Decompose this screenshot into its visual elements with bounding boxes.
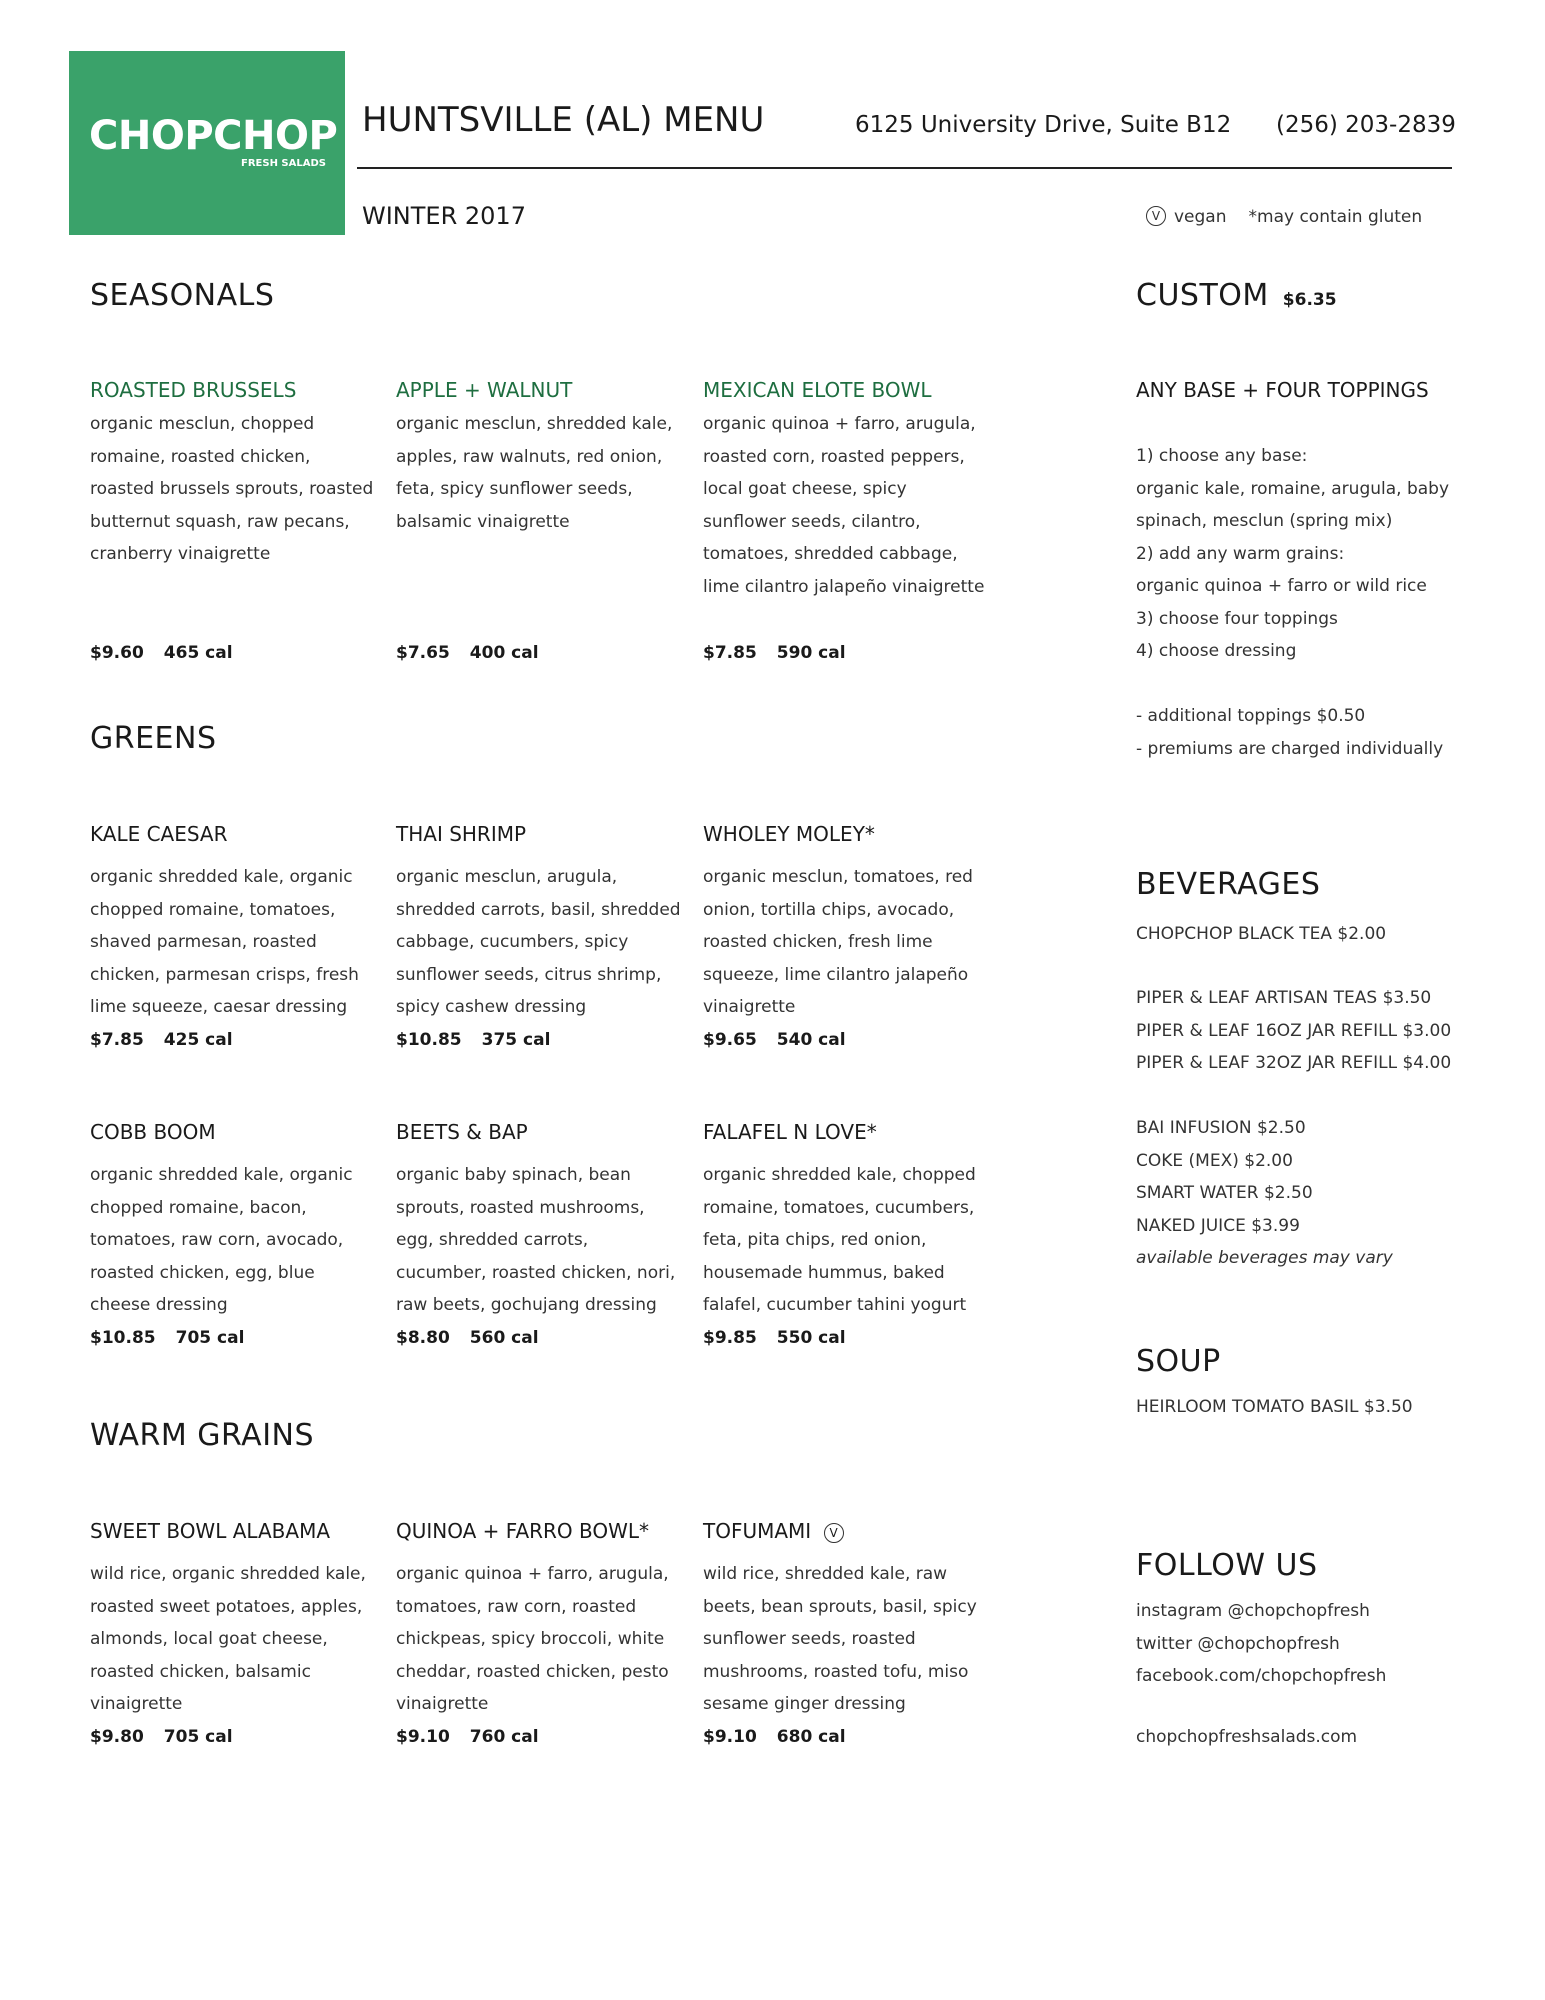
item-calories: 705 cal — [163, 1727, 233, 1747]
item-description: organic mesclun, tomatoes, red onion, tortilla chips, avocado, roasted chicken, fresh lime squeeze, lime cilantro jalapeño vinaigrette — [703, 867, 973, 1017]
item-name: WHOLEY MOLEY* — [703, 822, 875, 846]
item-name: QUINOA + FARRO BOWL* — [396, 1519, 650, 1543]
item-price-row — [90, 1328, 244, 1348]
custom-step: 1) choose any base: — [1136, 446, 1308, 466]
item-description: organic shredded kale, organic chopped romaine, tomatoes, shaved parmesan, roasted chicken, parmesan crisps, fresh lime squeeze, caesar dressing — [90, 867, 359, 1017]
facebook-link[interactable]: facebook.com/chopchopfresh — [1136, 1666, 1387, 1686]
item-calories: 550 cal — [776, 1328, 846, 1348]
custom-price: $6.35 — [1282, 290, 1337, 310]
item-calories: 590 cal — [776, 643, 846, 663]
item-name-row — [703, 1519, 852, 1543]
vegan-icon: V — [824, 1523, 844, 1543]
item-calories: 540 cal — [776, 1030, 846, 1050]
item-price: $9.80 — [90, 1727, 144, 1747]
custom-step: 4) choose dressing — [1136, 641, 1297, 661]
item-name: FALAFEL N LOVE* — [703, 1120, 877, 1144]
brand-logo — [69, 51, 345, 235]
legend-vegan: vegan — [1174, 207, 1227, 227]
store-address: 6125 University Drive, Suite B12 — [855, 112, 1232, 138]
item-price: $8.80 — [396, 1328, 450, 1348]
section-title-soup: SOUP — [1136, 1344, 1221, 1379]
beverage-item: CHOPCHOP BLACK TEA $2.00 — [1136, 924, 1387, 944]
website-link[interactable]: chopchopfreshsalads.com — [1136, 1727, 1358, 1747]
section-title-custom: CUSTOM — [1136, 278, 1269, 313]
instagram-link[interactable]: instagram @chopchopfresh — [1136, 1601, 1370, 1621]
beverage-item: COKE (MEX) $2.00 — [1136, 1150, 1293, 1171]
item-description: wild rice, organic shredded kale, roasted sweet potatoes, apples, almonds, local goat cheese, roasted chicken, balsamic vinaigrette — [90, 1564, 366, 1714]
item-price-row — [90, 1030, 233, 1050]
item-price-row — [396, 1727, 539, 1747]
item-price-row — [396, 643, 539, 663]
item-name: SWEET BOWL ALABAMA — [90, 1519, 331, 1543]
social-links — [1136, 1595, 1386, 1693]
beverage-item: BAI INFUSION $2.50 — [1136, 1118, 1306, 1138]
item-calories: 425 cal — [163, 1030, 233, 1050]
custom-steps — [1136, 440, 1449, 668]
custom-step: 3) choose four toppings — [1136, 608, 1338, 629]
item-price: $7.85 — [90, 1030, 144, 1050]
item-description: organic mesclun, chopped romaine, roasted chicken, roasted brussels sprouts, roasted butternut squash, raw pecans, cranberry vinaigrette — [90, 414, 374, 564]
logo-tagline: FRESH SALADS — [241, 158, 326, 169]
item-description: wild rice, shredded kale, raw beets, bean sprouts, basil, spicy sunflower seeds, roasted mushrooms, roasted tofu, miso sesame ginger dressing — [703, 1564, 977, 1714]
custom-note: - additional toppings $0.50 — [1136, 706, 1366, 726]
item-name: TOFUMAMI — [703, 1519, 812, 1543]
custom-step: spinach, mesclun (spring mix) — [1136, 511, 1393, 531]
store-phone: (256) 203-2839 — [1276, 112, 1456, 138]
item-price-row — [703, 643, 846, 663]
item-name: ROASTED BRUSSELS — [90, 378, 297, 402]
custom-note: - premiums are charged individually — [1136, 738, 1444, 759]
beverage-item: NAKED JUICE $3.99 — [1136, 1215, 1300, 1236]
vegan-icon: V — [1146, 206, 1166, 226]
section-title-follow: FOLLOW US — [1136, 1548, 1318, 1583]
item-name: KALE CAESAR — [90, 822, 228, 846]
twitter-link[interactable]: twitter @chopchopfresh — [1136, 1633, 1340, 1654]
item-price: $10.85 — [90, 1328, 156, 1348]
legend-gluten: *may contain gluten — [1248, 207, 1423, 227]
item-price-row — [703, 1030, 846, 1050]
item-price: $9.10 — [703, 1727, 757, 1747]
item-name: THAI SHRIMP — [396, 822, 527, 846]
custom-notes — [1136, 700, 1443, 765]
custom-step: 2) add any warm grains: — [1136, 543, 1345, 564]
item-description: organic shredded kale, chopped romaine, tomatoes, cucumbers, feta, pita chips, red onion, housemade hummus, baked falafel, cucumber tahini yogurt — [703, 1165, 976, 1315]
custom-step: organic quinoa + farro or wild rice — [1136, 576, 1427, 596]
beverage-list-piper — [1136, 982, 1451, 1080]
logo-wordmark: CHOPCHOP — [89, 113, 338, 159]
item-price: $9.60 — [90, 643, 144, 663]
soup-item: HEIRLOOM TOMATO BASIL $3.50 — [1136, 1397, 1413, 1417]
custom-step: organic kale, romaine, arugula, baby — [1136, 478, 1450, 499]
beverage-list-drinks — [1136, 1112, 1393, 1275]
item-price: $9.85 — [703, 1328, 757, 1348]
section-title-warm-grains: WARM GRAINS — [90, 1418, 315, 1453]
item-description: organic mesclun, arugula, shredded carrots, basil, shredded cabbage, cucumbers, spicy sunflower seeds, citrus shrimp, spicy cashew dressing — [396, 867, 681, 1017]
section-title-greens: GREENS — [90, 721, 217, 756]
beverage-item: PIPER & LEAF 32OZ JAR REFILL $4.00 — [1136, 1053, 1452, 1073]
item-price: $9.10 — [396, 1727, 450, 1747]
section-title-seasonals: SEASONALS — [90, 278, 275, 313]
item-calories: 560 cal — [469, 1328, 539, 1348]
item-name: MEXICAN ELOTE BOWL — [703, 378, 932, 402]
item-price-row — [396, 1030, 550, 1050]
section-title-beverages: BEVERAGES — [1136, 867, 1321, 902]
item-calories: 375 cal — [481, 1030, 551, 1050]
item-description: organic quinoa + farro, arugula, tomatoes, raw corn, roasted chickpeas, spicy broccoli, white cheddar, roasted chicken, pesto vinaigrette — [396, 1564, 669, 1714]
item-price: $7.85 — [703, 643, 757, 663]
custom-subtitle: ANY BASE + FOUR TOPPINGS — [1136, 378, 1429, 402]
item-price: $10.85 — [396, 1030, 462, 1050]
item-calories: 760 cal — [469, 1727, 539, 1747]
item-price-row — [90, 1727, 233, 1747]
item-description: organic mesclun, shredded kale, apples, raw walnuts, red onion, feta, spicy sunflower seeds, balsamic vinaigrette — [396, 414, 673, 532]
item-price-row — [90, 643, 233, 663]
item-calories: 705 cal — [175, 1328, 245, 1348]
item-price-row — [703, 1727, 846, 1747]
item-price-row — [396, 1328, 539, 1348]
beverage-item: SMART WATER $2.50 — [1136, 1183, 1313, 1203]
item-calories: 400 cal — [469, 643, 539, 663]
item-price-row — [703, 1328, 846, 1348]
item-description: organic baby spinach, bean sprouts, roasted mushrooms, egg, shredded carrots, cucumber, roasted chicken, nori, raw beets, gochujang dressing — [396, 1165, 676, 1315]
custom-heading — [1136, 278, 1337, 313]
item-name: BEETS & BAP — [396, 1120, 528, 1144]
beverage-note: available beverages may vary — [1136, 1248, 1393, 1268]
beverage-item: PIPER & LEAF 16OZ JAR REFILL $3.00 — [1136, 1020, 1452, 1041]
item-calories: 465 cal — [163, 643, 233, 663]
menu-season: WINTER 2017 — [362, 202, 526, 230]
item-description: organic shredded kale, organic chopped romaine, bacon, tomatoes, raw corn, avocado, roasted chicken, egg, blue cheese dressing — [90, 1165, 353, 1315]
item-calories: 680 cal — [776, 1727, 846, 1747]
item-description: organic quinoa + farro, arugula, roasted corn, roasted peppers, local goat cheese, spicy sunflower seeds, cilantro, tomatoes, shredded cabbage, lime cilantro jalapeño vinaigrette — [703, 414, 985, 597]
header-divider — [357, 167, 1452, 169]
item-name: COBB BOOM — [90, 1120, 216, 1144]
item-name: APPLE + WALNUT — [396, 378, 573, 402]
menu-title: HUNTSVILLE (AL) MENU — [362, 100, 765, 140]
beverage-item: PIPER & LEAF ARTISAN TEAS $3.50 — [1136, 988, 1432, 1008]
legend — [1146, 206, 1422, 227]
item-price: $9.65 — [703, 1030, 757, 1050]
item-price: $7.65 — [396, 643, 450, 663]
